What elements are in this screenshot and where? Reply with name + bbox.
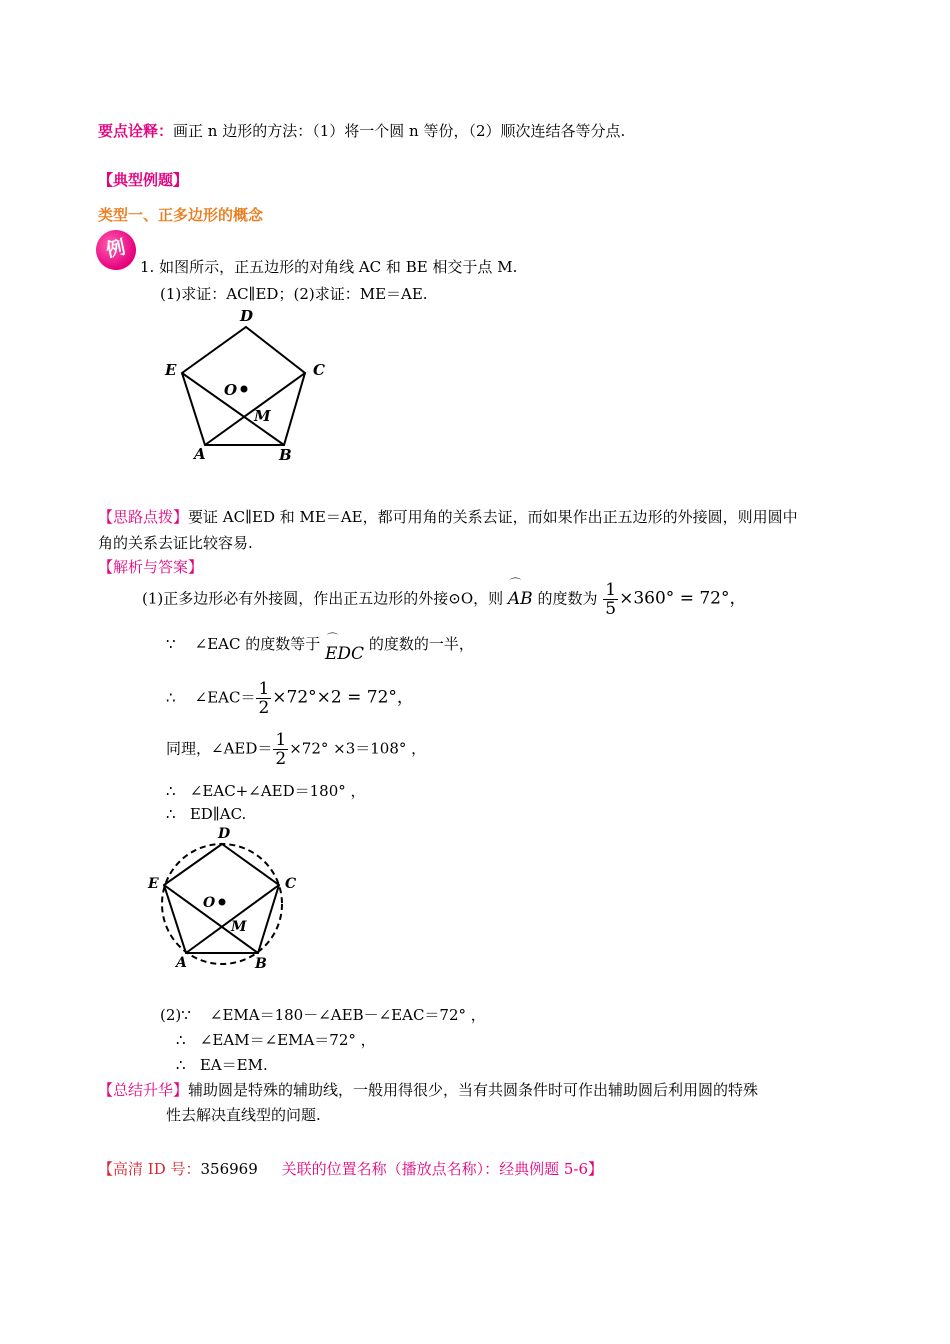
- label-m-2: M: [231, 919, 247, 935]
- hint-line-1: [98, 506, 798, 527]
- key-point: [98, 120, 625, 141]
- label-b: B: [279, 446, 292, 464]
- label-c-2: C: [285, 876, 297, 892]
- solution-step-1: (1)正多边形必有外接圆，作出正五边形的外接⊙O，则 ⌒ AB 的度数为 $\frac{1}{5}$ ×360° = 72°，: [142, 576, 747, 619]
- fraction-1-2-a: $\frac{1}{2}$: [258, 679, 270, 718]
- fraction-1-2-b: $\frac{1}{2}$: [275, 730, 287, 769]
- summary-line-1: 【总结升华】辅助圆是特殊的辅助线，一般用得很少，当有共圆条件时可作出辅助圆后利用圆的特殊: [98, 1081, 759, 1099]
- hint-line-2: 角的关系去证比较容易.: [98, 534, 253, 552]
- center-dot-2: [219, 899, 226, 906]
- analysis-label: 【解析与答案】: [98, 558, 204, 576]
- footer-reference: 【高清 ID 号：356969 关联的位置名称（播放点名称）：经典例题 5-6】: [98, 1160, 604, 1178]
- label-d: D: [240, 307, 254, 325]
- key-point-label: 要点诠释：: [98, 122, 174, 140]
- key-point-text: 画正 n 边形的方法：（1）将一个圆 n 等份，（2）顺次连结各等分点.: [173, 122, 626, 140]
- summary-label: 【总结升华】: [98, 1081, 189, 1099]
- part2-line-1: (2)∵ ∠EMA＝180－∠AEB－∠EAC＝72° ，: [160, 1006, 486, 1024]
- solution-step-4: 同理，∠AED＝ $\frac{1}{2}$ ×72° ×3＝108° ，: [166, 730, 427, 769]
- fraction-1-5: $\frac{1}{5}$: [605, 580, 617, 619]
- solution-step-2: ∵ ∠EAC 的度数等于 ⌒ EDC 的度数的一半，: [166, 632, 474, 664]
- hint-text-1: 要证 AC∥ED 和 ME＝AE，都可用角的关系去证，而如果作出正五边形的外接圆，则用圆中: [188, 508, 798, 526]
- label-o-2: O: [203, 895, 216, 911]
- part2-line-3: ∴ EA＝EM.: [176, 1056, 268, 1074]
- example-badge: 例: [92, 226, 139, 273]
- label-e-2: E: [148, 876, 159, 892]
- type-title: 类型一、正多边形的概念: [98, 206, 264, 224]
- problem-line-2: (1)求证：AC∥ED；(2)求证：ME＝AE.: [160, 285, 428, 303]
- hint-label: 【思路点拨】: [98, 508, 189, 526]
- label-m: M: [254, 407, 271, 425]
- label-e: E: [165, 361, 177, 379]
- label-d-2: D: [218, 826, 231, 842]
- arc-ab: ⌒ AB: [507, 576, 533, 609]
- solution-step-5: ∴ ∠EAC+∠AED＝180° ，: [166, 782, 366, 800]
- arc-edc: ⌒ EDC: [325, 632, 365, 664]
- label-a-2: A: [176, 955, 187, 971]
- summary-line-2: 性去解决直线型的问题.: [166, 1106, 321, 1124]
- section-title: 【典型例题】: [98, 171, 189, 189]
- solution-step-3: ∴ ∠EAC＝ $\frac{1}{2}$ ×72°×2 = 72°，: [166, 679, 414, 718]
- center-dot: [241, 386, 248, 393]
- label-c: C: [313, 361, 325, 379]
- problem-line-1: 1. 如图所示，正五边形的对角线 AC 和 BE 相交于点 M.: [140, 258, 518, 276]
- label-o: O: [224, 381, 238, 399]
- figure-pentagon: [160, 305, 340, 470]
- label-a: A: [194, 445, 206, 463]
- solution-step-6: ∴ ED∥AC.: [166, 805, 247, 823]
- part2-line-2: ∴ ∠EAM＝∠EMA＝72° ，: [176, 1031, 376, 1049]
- figure-pentagon-circle: [140, 822, 310, 972]
- label-b-2: B: [255, 956, 267, 972]
